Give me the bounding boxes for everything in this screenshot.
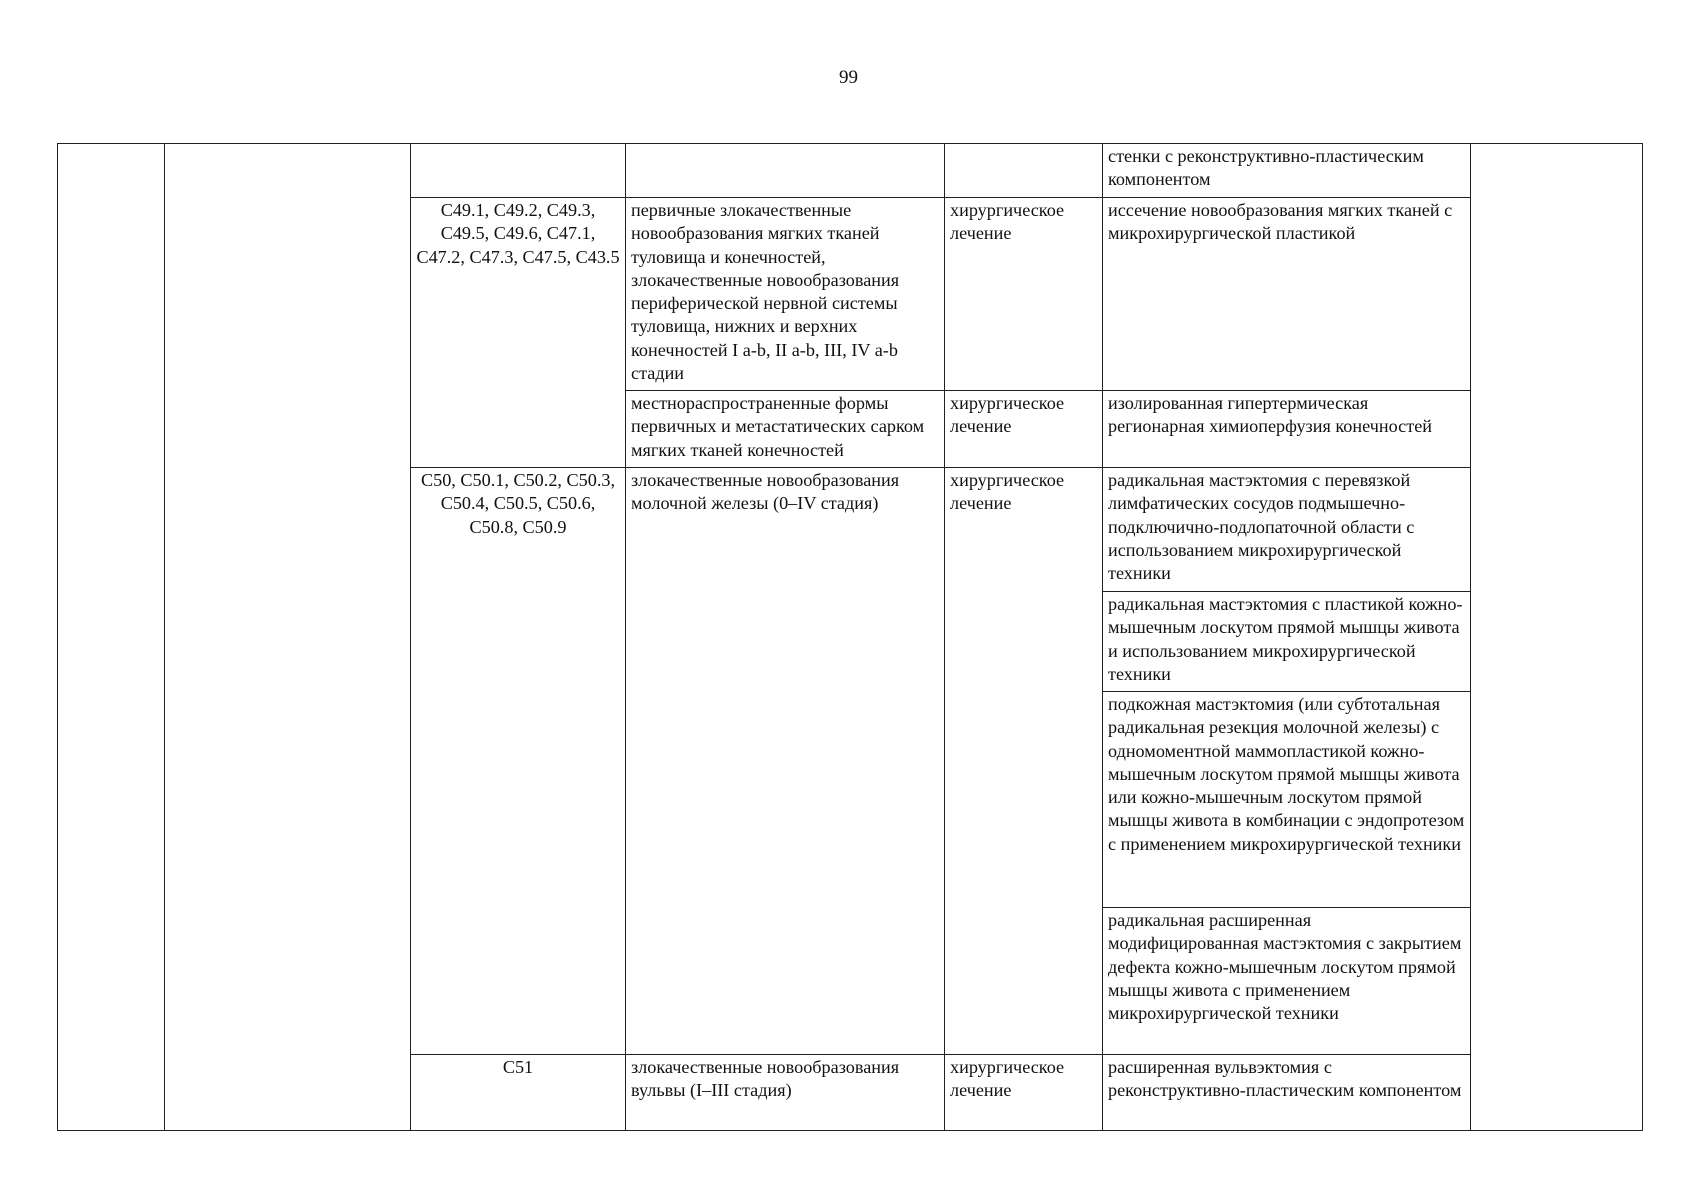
method-cell: стенки с реконструктивно-пластическим компонентом [1103,144,1471,198]
codes-cell: C50, C50.1, C50.2, C50.3, C50.4, C50.5, C50.6, C50.8, C50.9 [411,468,626,1055]
method-cell: иссечение новообразования мягких тканей с микрохирургической пластикой [1103,198,1471,391]
services-table [57,143,1643,1131]
number-cell [58,144,165,1131]
method-cell: расширенная вульвэктомия с реконструктивно-пластическим компонентом [1103,1055,1471,1131]
codes-cell: C49.1, C49.2, C49.3, C49.5, C49.6, C47.1, C47.2, C47.3, C47.5, C43.5 [411,198,626,468]
treatment-cell: хирургическое лечение [945,1055,1103,1131]
method-cell: изолированная гипертермическая регионарная химиоперфузия конечностей [1103,391,1471,468]
page-number: 99 [839,67,858,88]
method-cell: радикальная мастэктомия с перевязкой лимфатических сосудов подмышечно-подключично-подлопаточной области с использованием микрохирургической техники [1103,468,1471,592]
table-row [58,144,1643,198]
condition-cell: злокачественные новообразования молочной железы (0–IV стадия) [626,468,945,1055]
norm-cell [1471,144,1643,1131]
group-name-cell [165,144,411,1131]
treatment-cell [945,144,1103,198]
condition-cell: злокачественные новообразования вульвы (I–III стадия) [626,1055,945,1131]
codes-cell: C51 [411,1055,626,1131]
condition-cell: местнораспространенные формы первичных и метастатических сарком мягких тканей конечностей [626,391,945,468]
codes-cell [411,144,626,198]
condition-cell [626,144,945,198]
method-cell: подкожная мастэктомия (или субтотальная радикальная резекция молочной железы) с одномоментной маммопластикой кожно-мышечным лоскутом прямой мышцы живота или кожно-мышечным лоскутом прямой мышцы живота в комбинации с эндопротезом с применением микрохирургической техники [1103,692,1471,908]
treatment-cell: хирургическое лечение [945,198,1103,391]
method-cell: радикальная мастэктомия с пластикой кожно-мышечным лоскутом прямой мышцы живота и использованием микрохирургической техники [1103,592,1471,692]
treatment-cell: хирургическое лечение [945,391,1103,468]
treatment-cell: хирургическое лечение [945,468,1103,1055]
method-cell: радикальная расширенная модифицированная мастэктомия с закрытием дефекта кожно-мышечным лоскутом прямой мышцы живота с применением микрохирургической техники [1103,908,1471,1055]
condition-cell: первичные злокачественные новообразования мягких тканей туловища и конечностей, злокачественные новообразования периферической нервной системы туловища, нижних и верхних конечностей I a-b, II a-b, III, IV a-b стадии [626,198,945,391]
